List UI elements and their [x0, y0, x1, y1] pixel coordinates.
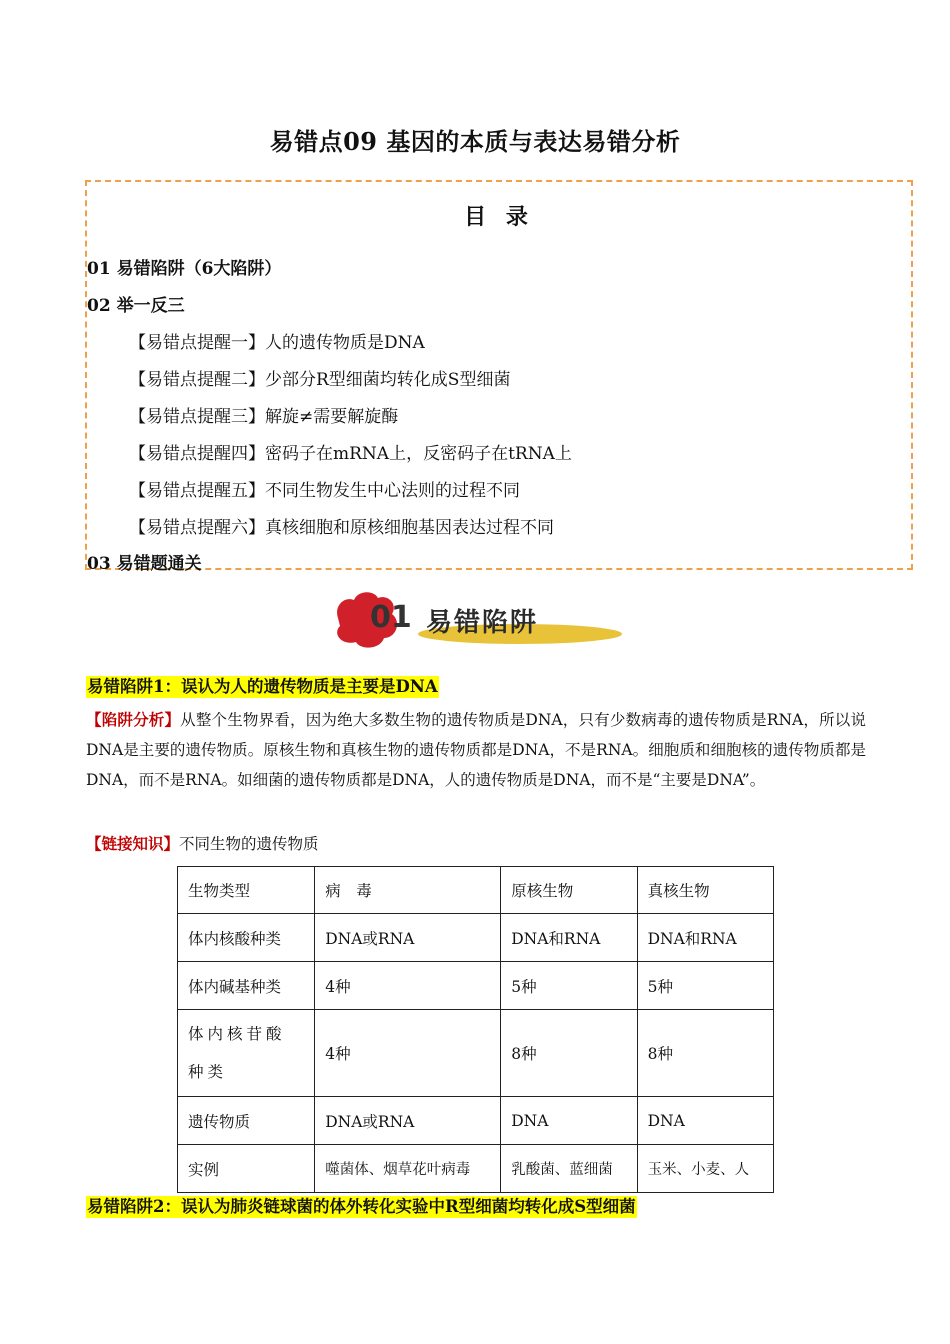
- table-cell: 5种: [501, 962, 637, 1010]
- table-cell: 遗传物质: [178, 1097, 315, 1145]
- table-cell: 噬菌体、烟草花叶病毒: [315, 1145, 501, 1193]
- table-cell: DNA: [501, 1097, 637, 1145]
- toc-item-3[interactable]: 【易错点提醒三】解旋≠需要解旋酶: [129, 407, 399, 427]
- toc-item-6[interactable]: 【易错点提醒六】真核细胞和原核细胞基因表达过程不同: [129, 518, 554, 538]
- toc-item-4[interactable]: 【易错点提醒四】密码子在mRNA上，反密码子在tRNA上: [129, 444, 572, 464]
- banner-title: 易错陷阱: [426, 608, 539, 638]
- table-cell: 4种: [315, 962, 501, 1010]
- table-cell: 生物类型: [178, 867, 315, 914]
- toc-section-3[interactable]: 03 易错题通关: [87, 554, 202, 574]
- table-cell: 8种: [501, 1010, 637, 1097]
- trap-2-heading: 易错陷阱2：误认为肺炎链球菌的体外转化实验中R型细菌均转化成S型细菌: [87, 1197, 636, 1216]
- trap-1-analysis: [86, 705, 866, 795]
- table-cell: 体内碱基种类: [178, 962, 315, 1010]
- table-cell: DNA和RNA: [637, 914, 773, 962]
- table-cell: 实例: [178, 1145, 315, 1193]
- table-cell: DNA或RNA: [315, 914, 501, 962]
- table-cell: DNA: [637, 1097, 773, 1145]
- table-row: [178, 867, 774, 914]
- trap-1-heading: 易错陷阱1：误认为人的遗传物质是主要是DNA: [87, 677, 438, 696]
- analysis-text: 从整个生物界看，因为绝大多数生物的遗传物质是DNA，只有少数病毒的遗传物质是RNA，所以说DNA是主要的遗传物质。原核生物和真核生物的遗传物质都是DNA，不是RNA。细胞质和细胞核的遗传物质都是DNA，而不是RNA。如细菌的遗传物质都是DNA，人的遗传物质是DNA，而不是“主要是DNA”。: [86, 711, 866, 789]
- section-banner: [330, 588, 630, 654]
- table-cell: 体内核苷酸种类: [178, 1010, 315, 1097]
- table-row: [178, 1010, 774, 1097]
- toc-item-2[interactable]: 【易错点提醒二】少部分R型细菌均转化成S型细菌: [129, 370, 511, 390]
- toc-heading: 目 录: [464, 204, 534, 230]
- table-of-contents: [85, 180, 913, 574]
- table-cell: 乳酸菌、蓝细菌: [501, 1145, 637, 1193]
- toc-item-5[interactable]: 【易错点提醒五】不同生物发生中心法则的过程不同: [129, 481, 520, 501]
- banner-number: 01: [370, 600, 412, 635]
- link-knowledge: [86, 832, 319, 854]
- table-cell: 原核生物: [501, 867, 637, 914]
- table-row: [178, 1097, 774, 1145]
- toc-section-1[interactable]: 01 易错陷阱（6大陷阱）: [87, 259, 282, 279]
- toc-item-1[interactable]: 【易错点提醒一】人的遗传物质是DNA: [129, 333, 425, 353]
- organism-genetic-material-table: [177, 866, 774, 1193]
- link-text: 不同生物的遗传物质: [179, 835, 319, 853]
- table-cell: 5种: [637, 962, 773, 1010]
- table-cell: DNA和RNA: [501, 914, 637, 962]
- table-cell: 玉米、小麦、人: [637, 1145, 773, 1193]
- table-cell: 8种: [637, 1010, 773, 1097]
- table-cell: 病 毒: [315, 867, 501, 914]
- analysis-tag: 【陷阱分析】: [86, 710, 181, 729]
- page-title: 易错点09 基因的本质与表达易错分析: [269, 127, 681, 156]
- table-cell: 真核生物: [637, 867, 773, 914]
- link-tag: 【链接知识】: [86, 834, 180, 853]
- table-cell: 体内核酸种类: [178, 914, 315, 962]
- table-row: [178, 914, 774, 962]
- table-row: [178, 962, 774, 1010]
- table-cell: DNA或RNA: [315, 1097, 501, 1145]
- table-row: [178, 1145, 774, 1193]
- table-cell: 4种: [315, 1010, 501, 1097]
- toc-section-2[interactable]: 02 举一反三: [87, 296, 185, 316]
